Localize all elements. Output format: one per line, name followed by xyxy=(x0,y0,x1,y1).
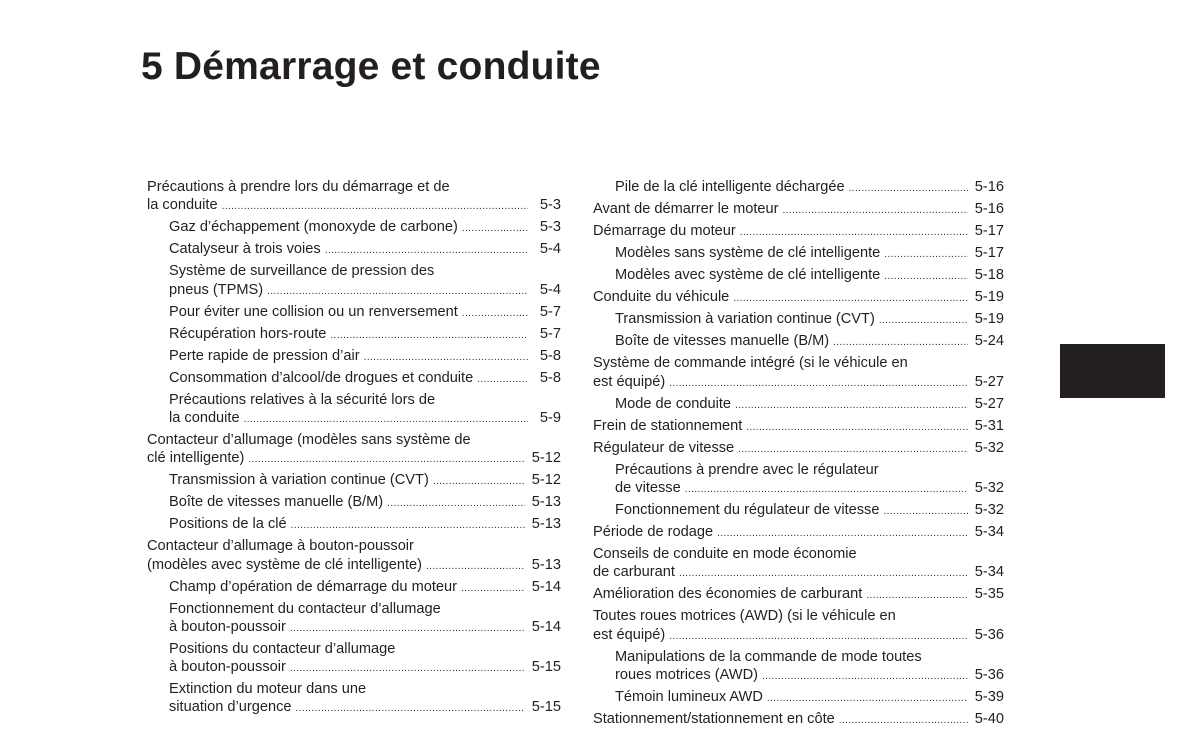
toc-page-number: 5-8 xyxy=(539,369,561,386)
toc-page-number: 5-15 xyxy=(531,659,561,676)
toc-page-number: 5-35 xyxy=(974,586,1004,603)
toc-entry[interactable] xyxy=(593,200,1004,220)
toc-entry-line xyxy=(615,688,1004,708)
toc-entry-line xyxy=(593,585,1004,605)
toc-page-number: 5-17 xyxy=(974,223,1004,240)
toc-subentry[interactable] xyxy=(169,640,561,678)
toc-entry-title: Positions de la clé xyxy=(169,516,287,533)
toc-entry-title-line: Contacteur d’allumage (modèles sans système de xyxy=(147,432,471,449)
toc-entry-line xyxy=(593,626,1004,646)
toc-page-number: 5-15 xyxy=(531,699,561,716)
toc-entry-line xyxy=(593,439,1004,459)
toc-entry-line xyxy=(615,666,1004,686)
toc-entry-title-line: Précautions à prendre avec le régulateur xyxy=(615,461,879,478)
dot-leader xyxy=(746,419,968,437)
toc-subentry[interactable] xyxy=(169,240,561,260)
toc-entry-title: la conduite xyxy=(169,409,240,426)
toc-entry-title: Régulateur de vitesse xyxy=(593,439,735,456)
toc-entry-title-line: Conseils de conduite en mode économie xyxy=(593,546,857,563)
toc-page-number: 5-19 xyxy=(974,311,1004,328)
toc-entry[interactable] xyxy=(593,354,1004,392)
dot-leader xyxy=(461,580,525,598)
toc-entry-line xyxy=(169,303,561,323)
dot-leader xyxy=(222,198,528,216)
toc-subentry[interactable] xyxy=(169,325,561,345)
toc-page-number: 5-32 xyxy=(974,439,1004,456)
toc-page-number: 5-7 xyxy=(539,303,561,320)
toc-entry-line xyxy=(169,281,561,301)
toc-entry-line xyxy=(169,698,561,718)
dot-leader xyxy=(290,620,525,638)
dot-leader xyxy=(679,565,968,583)
toc-page-number: 5-12 xyxy=(531,450,561,467)
toc-subentry[interactable] xyxy=(615,332,1004,352)
toc-subentry[interactable] xyxy=(169,347,561,367)
chapter-thumb-tab xyxy=(1060,344,1165,398)
toc-entry-line xyxy=(169,471,561,491)
toc-entry-line xyxy=(593,373,1004,393)
toc-entry-line xyxy=(593,523,1004,543)
toc-entry-title: (modèles avec système de clé intelligente) xyxy=(147,556,422,573)
toc-entry[interactable] xyxy=(147,431,561,469)
dot-leader xyxy=(364,349,528,367)
toc-entry-line xyxy=(593,288,1004,308)
toc-entry[interactable] xyxy=(593,288,1004,308)
toc-entry-title-line: Système de surveillance de pression des xyxy=(169,263,435,280)
toc-page-number: 5-17 xyxy=(974,245,1004,262)
toc-entry-title: Pile de la clé intelligente déchargée xyxy=(615,179,845,195)
toc-subentry[interactable] xyxy=(169,391,561,429)
toc-page-number: 5-32 xyxy=(974,502,1004,519)
toc-entry-title: Boîte de vitesses manuelle (B/M) xyxy=(615,333,830,350)
toc-subentry[interactable] xyxy=(169,471,561,491)
dot-leader xyxy=(740,224,968,242)
toc-entry-title: Transmission à variation continue (CVT) xyxy=(169,472,429,489)
toc-entry-title: Amélioration des économies de carburant xyxy=(593,586,863,603)
toc-entry-title-line: Extinction du moteur dans une xyxy=(169,681,367,698)
toc-entry-title: Transmission à variation continue (CVT) xyxy=(615,311,875,328)
toc-page-number: 5-31 xyxy=(974,417,1004,434)
toc-entry-line xyxy=(593,222,1004,242)
toc-entry-title-line: Positions du contacteur d’allumage xyxy=(169,640,396,657)
dot-leader xyxy=(296,700,525,718)
toc-entry-title: Perte rapide de pression d’air xyxy=(169,347,360,364)
dot-leader xyxy=(884,268,968,286)
toc-subentry[interactable] xyxy=(169,262,561,300)
toc-column-left xyxy=(147,178,561,719)
toc-entry-title: Boîte de vitesses manuelle (B/M) xyxy=(169,494,384,511)
toc-entry-title: Catalyseur à trois voies xyxy=(169,241,321,258)
toc-page-number: 5-34 xyxy=(974,524,1004,541)
toc-subentry[interactable] xyxy=(615,501,1004,521)
toc-subentry[interactable] xyxy=(615,461,1004,499)
toc-entry-line xyxy=(615,266,1004,286)
dot-leader xyxy=(325,242,528,260)
dot-leader xyxy=(290,660,525,678)
toc-entry-line xyxy=(593,417,1004,437)
toc-entry-title: roues motrices (AWD) xyxy=(615,666,758,683)
toc-subentry[interactable] xyxy=(169,680,561,718)
toc-page-number: 5-13 xyxy=(531,494,561,511)
dot-leader xyxy=(433,473,525,491)
toc-entry-line xyxy=(615,332,1004,352)
toc-entry-title-line: Manipulations de la commande de mode toutes xyxy=(615,648,922,665)
toc-page-number: 5-27 xyxy=(974,373,1004,390)
toc-entry-line xyxy=(593,710,1004,730)
toc-page-number: 5-40 xyxy=(974,710,1004,727)
toc-entry-title: à bouton-poussoir xyxy=(169,659,286,676)
dot-leader xyxy=(767,690,968,708)
dot-leader xyxy=(849,180,968,198)
dot-leader xyxy=(477,371,528,389)
dot-leader xyxy=(738,441,968,459)
toc-entry-title: Consommation d’alcool/de drogues et conduite xyxy=(169,369,474,386)
toc-subentry[interactable] xyxy=(169,515,561,535)
toc-column-right xyxy=(593,178,1004,730)
chapter-title: 5 Démarrage et conduite xyxy=(141,45,601,88)
toc-entry[interactable] xyxy=(593,417,1004,437)
toc-page-number: 5-19 xyxy=(974,289,1004,306)
toc-subentry[interactable] xyxy=(615,310,1004,330)
toc-entry-line xyxy=(615,244,1004,264)
toc-subentry[interactable] xyxy=(169,600,561,638)
toc-entry-line xyxy=(147,556,561,576)
toc-page-number: 5-14 xyxy=(531,578,561,595)
toc-entry-line xyxy=(169,618,561,638)
dot-leader xyxy=(879,312,968,330)
toc-entry-title-line: Précautions relatives à la sécurité lors de xyxy=(169,391,436,408)
dot-leader xyxy=(462,305,528,323)
toc-page-number: 5-32 xyxy=(974,479,1004,496)
toc-entry-title: Récupération hors-route xyxy=(169,325,327,342)
toc-entry-title: situation d’urgence xyxy=(169,699,292,716)
toc-page-number: 5-3 xyxy=(539,197,561,214)
toc-subentry[interactable] xyxy=(615,266,1004,286)
dot-leader xyxy=(735,397,968,415)
toc-entry-line xyxy=(169,218,561,238)
dot-leader xyxy=(762,668,968,686)
toc-entry-line xyxy=(147,196,561,216)
dot-leader xyxy=(387,495,525,513)
toc-page-number: 5-9 xyxy=(539,409,561,426)
toc-entry-line xyxy=(615,178,1004,198)
toc-entry[interactable] xyxy=(593,607,1004,645)
toc-page-number: 5-24 xyxy=(974,333,1004,350)
toc-entry[interactable] xyxy=(593,222,1004,242)
toc-entry-title-line: Système de commande intégré (si le véhicule en xyxy=(593,355,908,372)
toc-entry-line xyxy=(169,493,561,513)
toc-entry-line xyxy=(147,449,561,469)
toc-entry-title: Modèles avec système de clé intelligente xyxy=(615,267,881,284)
toc-entry-line xyxy=(169,325,561,345)
toc-page-number: 5-3 xyxy=(539,219,561,236)
toc-entry-title-line: Toutes roues motrices (AWD) (si le véhicule en xyxy=(593,608,896,625)
toc-subentry[interactable] xyxy=(169,218,561,238)
toc-subentry[interactable] xyxy=(615,395,1004,415)
toc-entry-title: Fonctionnement du régulateur de vitesse xyxy=(615,502,880,519)
toc-page-number: 5-8 xyxy=(539,347,561,364)
toc-entry-line xyxy=(169,409,561,429)
toc-page-number: 5-7 xyxy=(539,325,561,342)
toc-subentry[interactable] xyxy=(615,648,1004,686)
dot-leader xyxy=(866,587,967,605)
dot-leader xyxy=(883,503,967,521)
toc-page-number: 5-36 xyxy=(974,626,1004,643)
toc-entry-line xyxy=(169,240,561,260)
toc-entry-line xyxy=(593,563,1004,583)
toc-page-number: 5-36 xyxy=(974,666,1004,683)
toc-subentry[interactable] xyxy=(169,493,561,513)
dot-leader xyxy=(244,411,528,429)
toc-entry-line xyxy=(169,515,561,535)
toc-page-number: 5-34 xyxy=(974,564,1004,581)
toc-entry-title: Frein de stationnement xyxy=(593,417,743,434)
toc-page-number: 5-4 xyxy=(539,241,561,258)
toc-entry-title: Témoin lumineux AWD xyxy=(615,688,763,705)
toc-entry-title: Démarrage du moteur xyxy=(593,223,736,240)
dot-leader xyxy=(330,327,528,345)
toc-entry-title: est équipé) xyxy=(593,373,666,390)
dot-leader xyxy=(839,712,968,730)
toc-subentry[interactable] xyxy=(615,688,1004,708)
toc-page-number: 5-4 xyxy=(539,281,561,298)
toc-subentry[interactable] xyxy=(615,244,1004,264)
dot-leader xyxy=(462,220,528,238)
dot-leader xyxy=(717,525,968,543)
toc-entry-line xyxy=(593,200,1004,220)
toc-subentry[interactable] xyxy=(169,578,561,598)
toc-entry-line xyxy=(615,310,1004,330)
toc-entry-title: à bouton-poussoir xyxy=(169,618,286,635)
toc-entry-title: pneus (TPMS) xyxy=(169,281,264,298)
toc-entry-title: de carburant xyxy=(593,564,675,581)
toc-page-number: 5-16 xyxy=(974,179,1004,195)
toc-entry[interactable] xyxy=(147,537,561,575)
toc-entry-line xyxy=(615,501,1004,521)
toc-entry[interactable] xyxy=(147,178,561,216)
toc-entry-line xyxy=(169,658,561,678)
toc-page-number: 5-13 xyxy=(531,516,561,533)
toc-entry-title-line: Fonctionnement du contacteur d’allumage xyxy=(169,600,441,617)
dot-leader xyxy=(669,628,968,646)
dot-leader xyxy=(733,290,967,308)
dot-leader xyxy=(248,451,524,469)
toc-entry[interactable] xyxy=(593,545,1004,583)
toc-entry-line xyxy=(169,369,561,389)
dot-leader xyxy=(267,283,528,301)
toc-entry-title-line: Précautions à prendre lors du démarrage et de xyxy=(147,179,450,195)
toc-entry-line xyxy=(615,479,1004,499)
toc-page-number: 5-27 xyxy=(974,395,1004,412)
toc-subentry[interactable] xyxy=(169,303,561,323)
toc-entry-title: Gaz d’échappement (monoxyde de carbone) xyxy=(169,219,458,236)
toc-entry-title: est équipé) xyxy=(593,626,666,643)
toc-entry-title: Champ d’opération de démarrage du moteur xyxy=(169,578,457,595)
toc-entry-title: Période de rodage xyxy=(593,524,714,541)
toc-entry-title: Modèles sans système de clé intelligente xyxy=(615,245,881,262)
dot-leader xyxy=(833,334,968,352)
toc-entry-title: de vitesse xyxy=(615,479,681,496)
toc-entry-title: clé intelligente) xyxy=(147,450,245,467)
toc-page-number: 5-14 xyxy=(531,618,561,635)
toc-entry-title: Conduite du véhicule xyxy=(593,289,730,306)
toc-entry-line xyxy=(169,578,561,598)
toc-entry[interactable] xyxy=(593,523,1004,543)
toc-entry[interactable] xyxy=(593,585,1004,605)
toc-subentry[interactable] xyxy=(169,369,561,389)
toc-entry-title: Mode de conduite xyxy=(615,395,732,412)
toc-page-number: 5-16 xyxy=(974,201,1004,218)
toc-entry-line xyxy=(615,395,1004,415)
toc-entry-title-line: Contacteur d’allumage à bouton-poussoir xyxy=(147,538,414,555)
toc-entry-title: la conduite xyxy=(147,197,218,214)
toc-page-number: 5-39 xyxy=(974,688,1004,705)
dot-leader xyxy=(426,558,525,576)
dot-leader xyxy=(685,481,968,499)
toc-entry-line xyxy=(169,347,561,367)
dot-leader xyxy=(669,375,968,393)
toc-entry-title: Pour éviter une collision ou un renversement xyxy=(169,303,458,320)
dot-leader xyxy=(783,202,968,220)
toc-subentry[interactable] xyxy=(615,178,1004,198)
dot-leader xyxy=(291,517,525,535)
dot-leader xyxy=(884,246,968,264)
toc-page-number: 5-12 xyxy=(531,472,561,489)
toc-entry[interactable] xyxy=(593,439,1004,459)
toc-entry-title: Stationnement/stationnement en côte xyxy=(593,710,835,727)
toc-entry-title: Avant de démarrer le moteur xyxy=(593,201,779,218)
toc-page-number: 5-13 xyxy=(531,556,561,573)
toc-entry[interactable] xyxy=(593,710,1004,730)
toc-page-number: 5-18 xyxy=(974,267,1004,284)
